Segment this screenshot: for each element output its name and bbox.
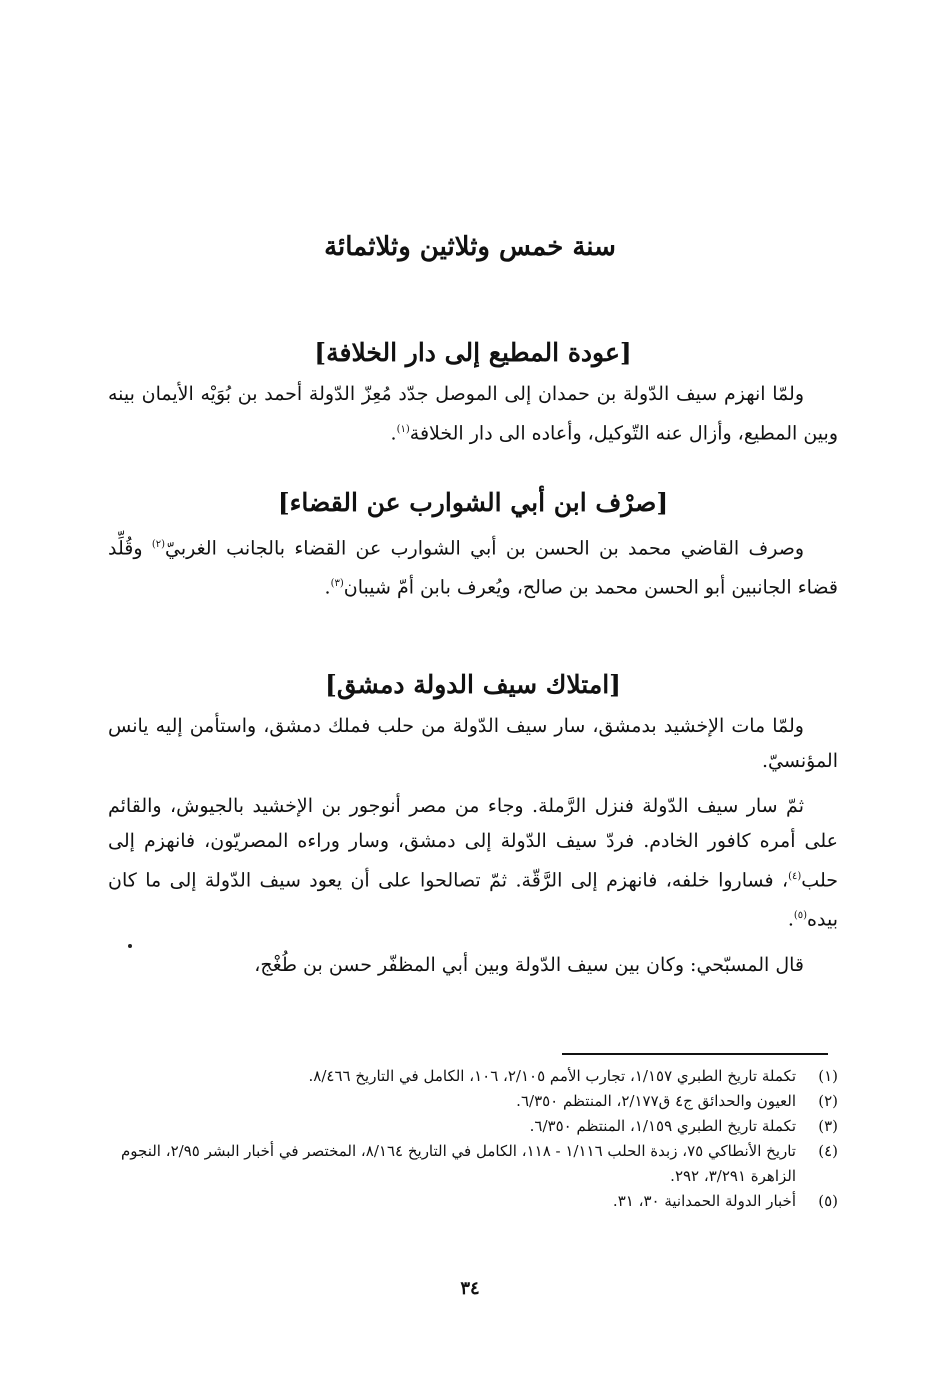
footnote-item [108,1189,838,1214]
section-judge-dismissal [108,488,838,616]
footnote-number: (٣) [818,1117,838,1135]
footnote-ref[interactable]: (٣) [330,578,344,590]
paragraph [108,709,838,779]
footnotes [108,1064,838,1214]
footnote-number: (٤) [818,1142,838,1160]
paragraph [108,527,838,606]
footnote-ref[interactable]: (٤) [788,871,802,882]
paragraph-text: ولمّا انهزم سيف الدّولة بن حمدان إلى الموصل جدّد مُعِزّ الدّولة أحمد بن بُوَيْه الأيمان بينه وبين المطيع، وأزال عنه التّوكيل، وأعاده الى دار الخلافة [108,383,838,445]
footnote-number: (٢) [818,1092,838,1110]
page-title: سنة خمس وثلاثين وثلاثمائة [324,232,616,262]
footnote-item [108,1089,838,1114]
footnote-number: (٥) [818,1192,838,1210]
footnote-item [108,1064,838,1089]
footnote-text: تكملة تاريخ الطبري ١/١٥٩، المنتظم ٦/٣٥٠. [529,1117,796,1135]
footnote-item [108,1139,838,1189]
section-heading: [امتلاك سيف الدولة دمشق] [325,670,621,699]
section-damascus-takeover [108,670,838,993]
footnote-ref[interactable]: (٢) [151,539,166,550]
paragraph [108,377,838,451]
paragraph-text-end: . [787,908,794,931]
paragraph-text-middle: وقُلِّد قضاء الجانبين أبو الحسن محمد بن صالح، ويُعرف بابن أمّ شيبان [108,537,838,599]
footnote-divider [562,1053,828,1055]
section-heading: [صرْف ابن أبي الشوارب عن القضاء] [277,488,669,517]
footnote-text: تاريخ الأنطاكي ٧٥، زبدة الحلب ١/١١٦ - ١١٨، الكامل في التاريخ ٨/١٦٤، المختصر في أخبار البشر ٢/٩٥، النجوم الزاهرة ٣/٢٩١، ٢٩٢. [120,1142,796,1185]
footnote-text: تكملة تاريخ الطبري ١/١٥٧، تجارب الأمم ٢/١٠٥، ١٠٦، الكامل في التاريخ ٨/٤٦٦. [308,1067,796,1085]
paragraph-text: ثمّ سار سيف الدّولة فنزل الرَّملة. وجاء من مصر أنوجور بن الإخشيد بالجيوش، والقائم على أمره كافور الخادم. فردّ سيف الدّولة إلى دمشق، وسار وراءه المصريّون، فانهزم إلى حلب [108,795,838,892]
page-number: ٣٤ [460,1278,480,1299]
paragraph-text: وصرف القاضي محمد بن الحسن بن أبي الشوارب عن القضاء بالجانب الغربيّ [165,537,804,560]
paragraph-text-middle: ، فساروا خلفه، فانهزم إلى الرَّقّة. ثمّ تصالحوا على أن يعود سيف الدّولة إلى ما كان بيده [108,869,838,931]
paragraph [108,948,838,983]
footnote-text: العيون والحدائق ج٤ ق٢/١٧٧، المنتظم ٦/٣٥٠. [516,1092,796,1110]
footnote-ref[interactable]: (١) [396,424,410,435]
paragraph-text: ولمّا مات الإخشيد بدمشق، سار سيف الدّولة من حلب فملك دمشق، واستأمن إليه يانس المؤنسيّ. [108,715,838,772]
footnote-text: أخبار الدولة الحمدانية ٣٠، ٣١. [612,1192,796,1210]
footnote-item [108,1114,838,1139]
scan-speck [128,944,132,948]
paragraph-text-end: . [390,422,397,445]
paragraph-text: قال المسبّحي: وكان بين سيف الدّولة وبين أبي المظفّر حسن بن طُغْج، [254,953,804,976]
paragraph [108,789,838,938]
paragraph-text-end: . [324,576,331,599]
section-heading: [عودة المطيع إلى دار الخلافة] [314,338,632,367]
footnote-ref[interactable]: (٥) [793,910,808,922]
section-caliph-return [108,338,838,461]
footnote-number: (١) [818,1067,838,1085]
